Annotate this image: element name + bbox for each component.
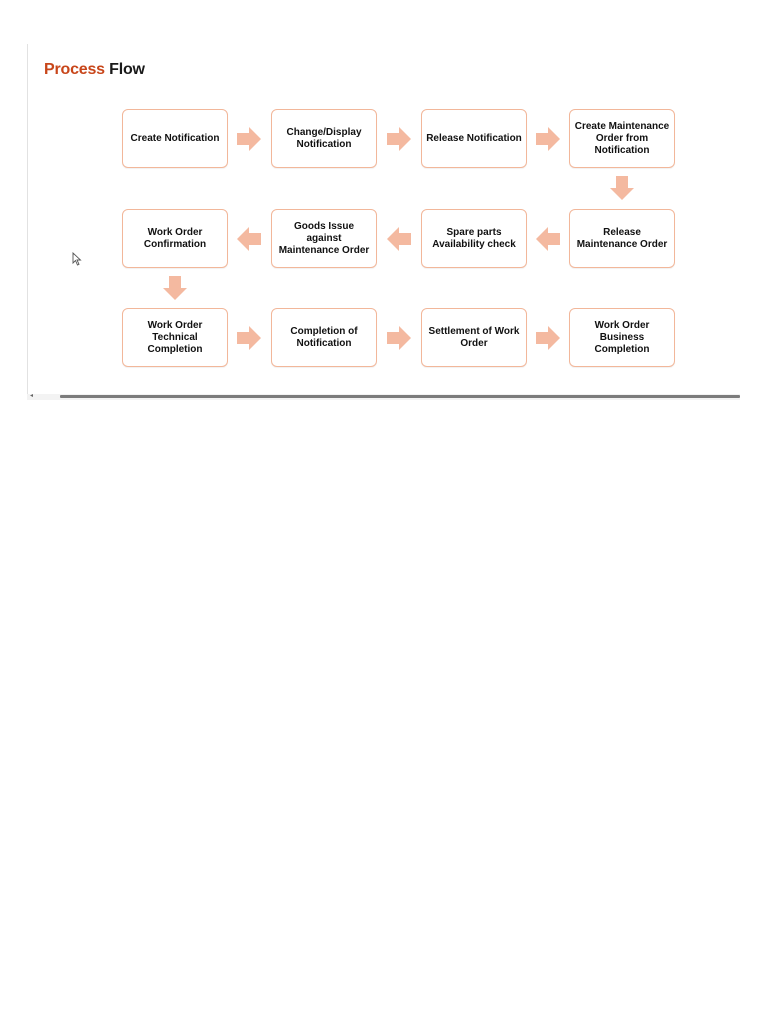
step-release-notification: Release Notification bbox=[421, 109, 527, 168]
step-work-order-confirmation: Work Order Confirmation bbox=[122, 209, 228, 268]
page-title bbox=[44, 61, 145, 79]
step-goods-issue: Goods Issue against Maintenance Order bbox=[271, 209, 377, 268]
arrow-left-icon bbox=[237, 227, 261, 251]
arrow-down-icon bbox=[610, 176, 634, 200]
arrow-down-icon bbox=[163, 276, 187, 300]
arrow-right-icon bbox=[237, 127, 261, 151]
step-settlement-work-order: Settlement of Work Order bbox=[421, 308, 527, 367]
arrow-left-icon bbox=[536, 227, 560, 251]
step-release-maintenance-order: Release Maintenance Order bbox=[569, 209, 675, 268]
step-change-display-notification: Change/Display Notification bbox=[271, 109, 377, 168]
title-word-flow: Flow bbox=[109, 61, 145, 78]
scrollbar-thumb[interactable] bbox=[60, 395, 740, 398]
step-spare-parts-check: Spare parts Availability check bbox=[421, 209, 527, 268]
scroll-left-arrow-icon[interactable]: ◂ bbox=[30, 393, 34, 399]
step-create-maintenance-order: Create Maintenance Order from Notification bbox=[569, 109, 675, 168]
title-word-process: Process bbox=[44, 61, 105, 78]
step-completion-of-notification: Completion of Notification bbox=[271, 308, 377, 367]
arrow-right-icon bbox=[536, 326, 560, 350]
mouse-pointer-icon bbox=[72, 252, 82, 266]
slide-left-edge bbox=[27, 44, 28, 396]
slide-area bbox=[0, 0, 768, 400]
step-create-notification: Create Notification bbox=[122, 109, 228, 168]
arrow-right-icon bbox=[387, 326, 411, 350]
step-technical-completion: Work Order Technical Completion bbox=[122, 308, 228, 367]
arrow-right-icon bbox=[237, 326, 261, 350]
arrow-right-icon bbox=[536, 127, 560, 151]
arrow-left-icon bbox=[387, 227, 411, 251]
step-business-completion: Work Order Business Completion bbox=[569, 308, 675, 367]
arrow-right-icon bbox=[387, 127, 411, 151]
